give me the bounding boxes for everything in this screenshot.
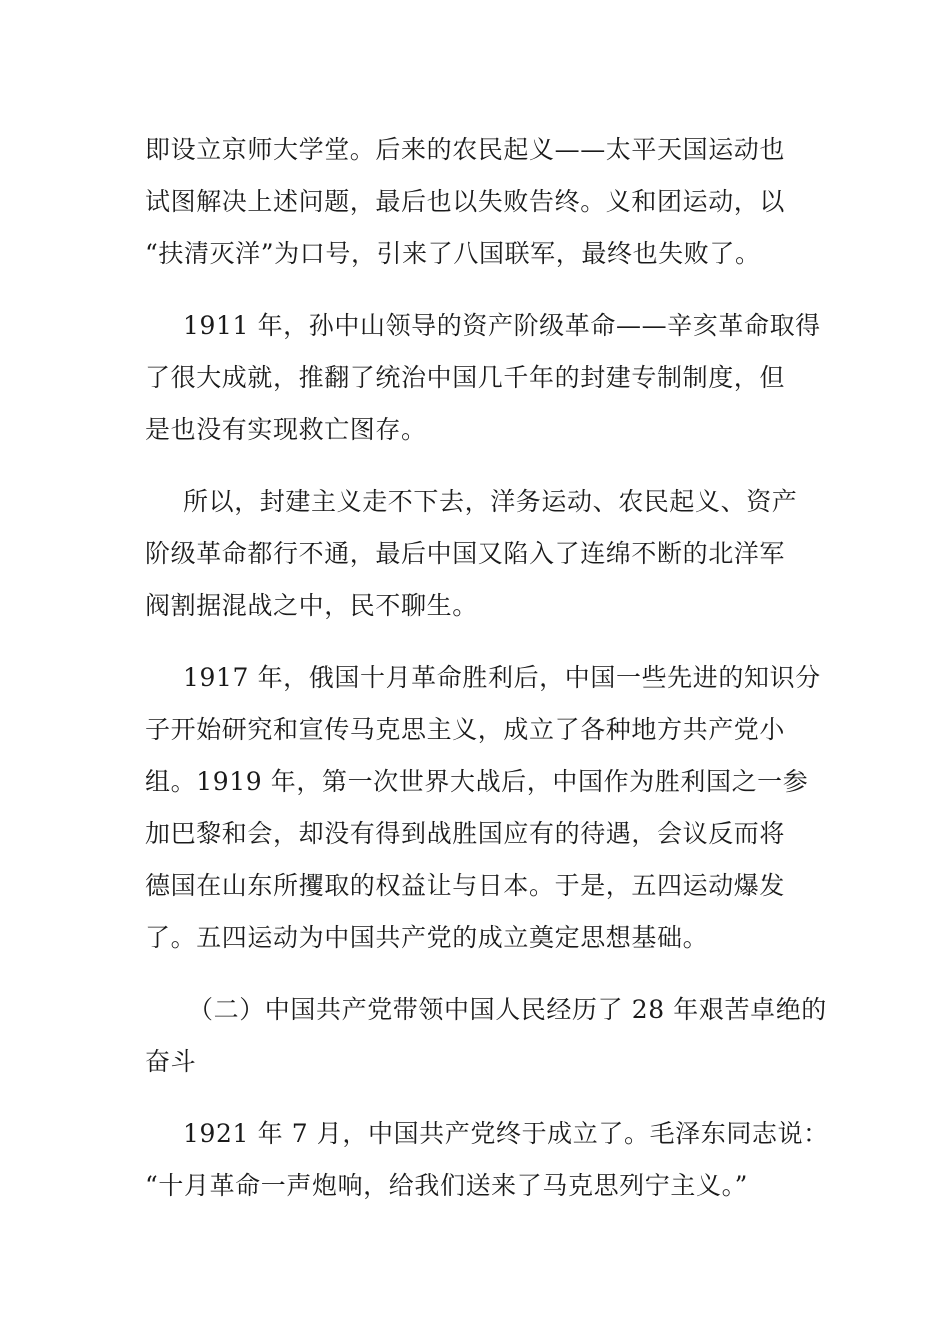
paragraph-xinhai-revolution xyxy=(145,300,821,456)
text-line: 1917 年，俄国十月革命胜利后，中国一些先进的知识分 xyxy=(183,663,821,692)
text-line: “十月革命一声炮响，给我们送来了马克思列宁主义。” xyxy=(145,1171,749,1200)
paragraph-continuation xyxy=(145,124,805,280)
heading-line: 奋斗 xyxy=(145,1047,197,1076)
document-body xyxy=(145,124,829,1232)
paragraph-feudalism xyxy=(145,476,805,632)
section-heading xyxy=(145,984,827,1088)
text-line: 即设立京师大学堂。后来的农民起义——太平天国运动也 xyxy=(145,135,786,164)
text-line: 阀割据混战之中，民不聊生。 xyxy=(145,591,478,620)
text-line: 所以，封建主义走不下去，洋务运动、农民起义、资产 xyxy=(183,487,798,516)
text-line: 组。1919 年，第一次世界大战后，中国作为胜利国之一参 xyxy=(145,767,809,796)
text-line: “扶清灭洋”为口号，引来了八国联军，最终也失败了。 xyxy=(145,239,761,268)
heading-line: （二）中国共产党带领中国人民经历了 28 年艰苦卓绝的 xyxy=(188,995,827,1024)
text-line: 试图解决上述问题，最后也以失败告终。义和团运动，以 xyxy=(145,187,786,216)
text-line: 了很大成就，推翻了统治中国几千年的封建专制制度，但 xyxy=(145,363,786,392)
paragraph-party-founding xyxy=(145,1108,829,1212)
text-line: 阶级革命都行不通，最后中国又陷入了连绵不断的北洋军 xyxy=(145,539,786,568)
text-line: 加巴黎和会，却没有得到战胜国应有的待遇，会议反而将 xyxy=(145,819,786,848)
text-line: 了。五四运动为中国共产党的成立奠定思想基础。 xyxy=(145,923,709,952)
text-line: 1911 年，孙中山领导的资产阶级革命——辛亥革命取得 xyxy=(183,311,821,340)
text-line: 德国在山东所攫取的权益让与日本。于是，五四运动爆发 xyxy=(145,871,786,900)
text-line: 1921 年 7 月，中国共产党终于成立了。毛泽东同志说： xyxy=(183,1119,829,1148)
text-line: 子开始研究和宣传马克思主义，成立了各种地方共产党小 xyxy=(145,715,786,744)
text-line: 是也没有实现救亡图存。 xyxy=(145,415,427,444)
paragraph-october-revolution xyxy=(145,652,821,964)
